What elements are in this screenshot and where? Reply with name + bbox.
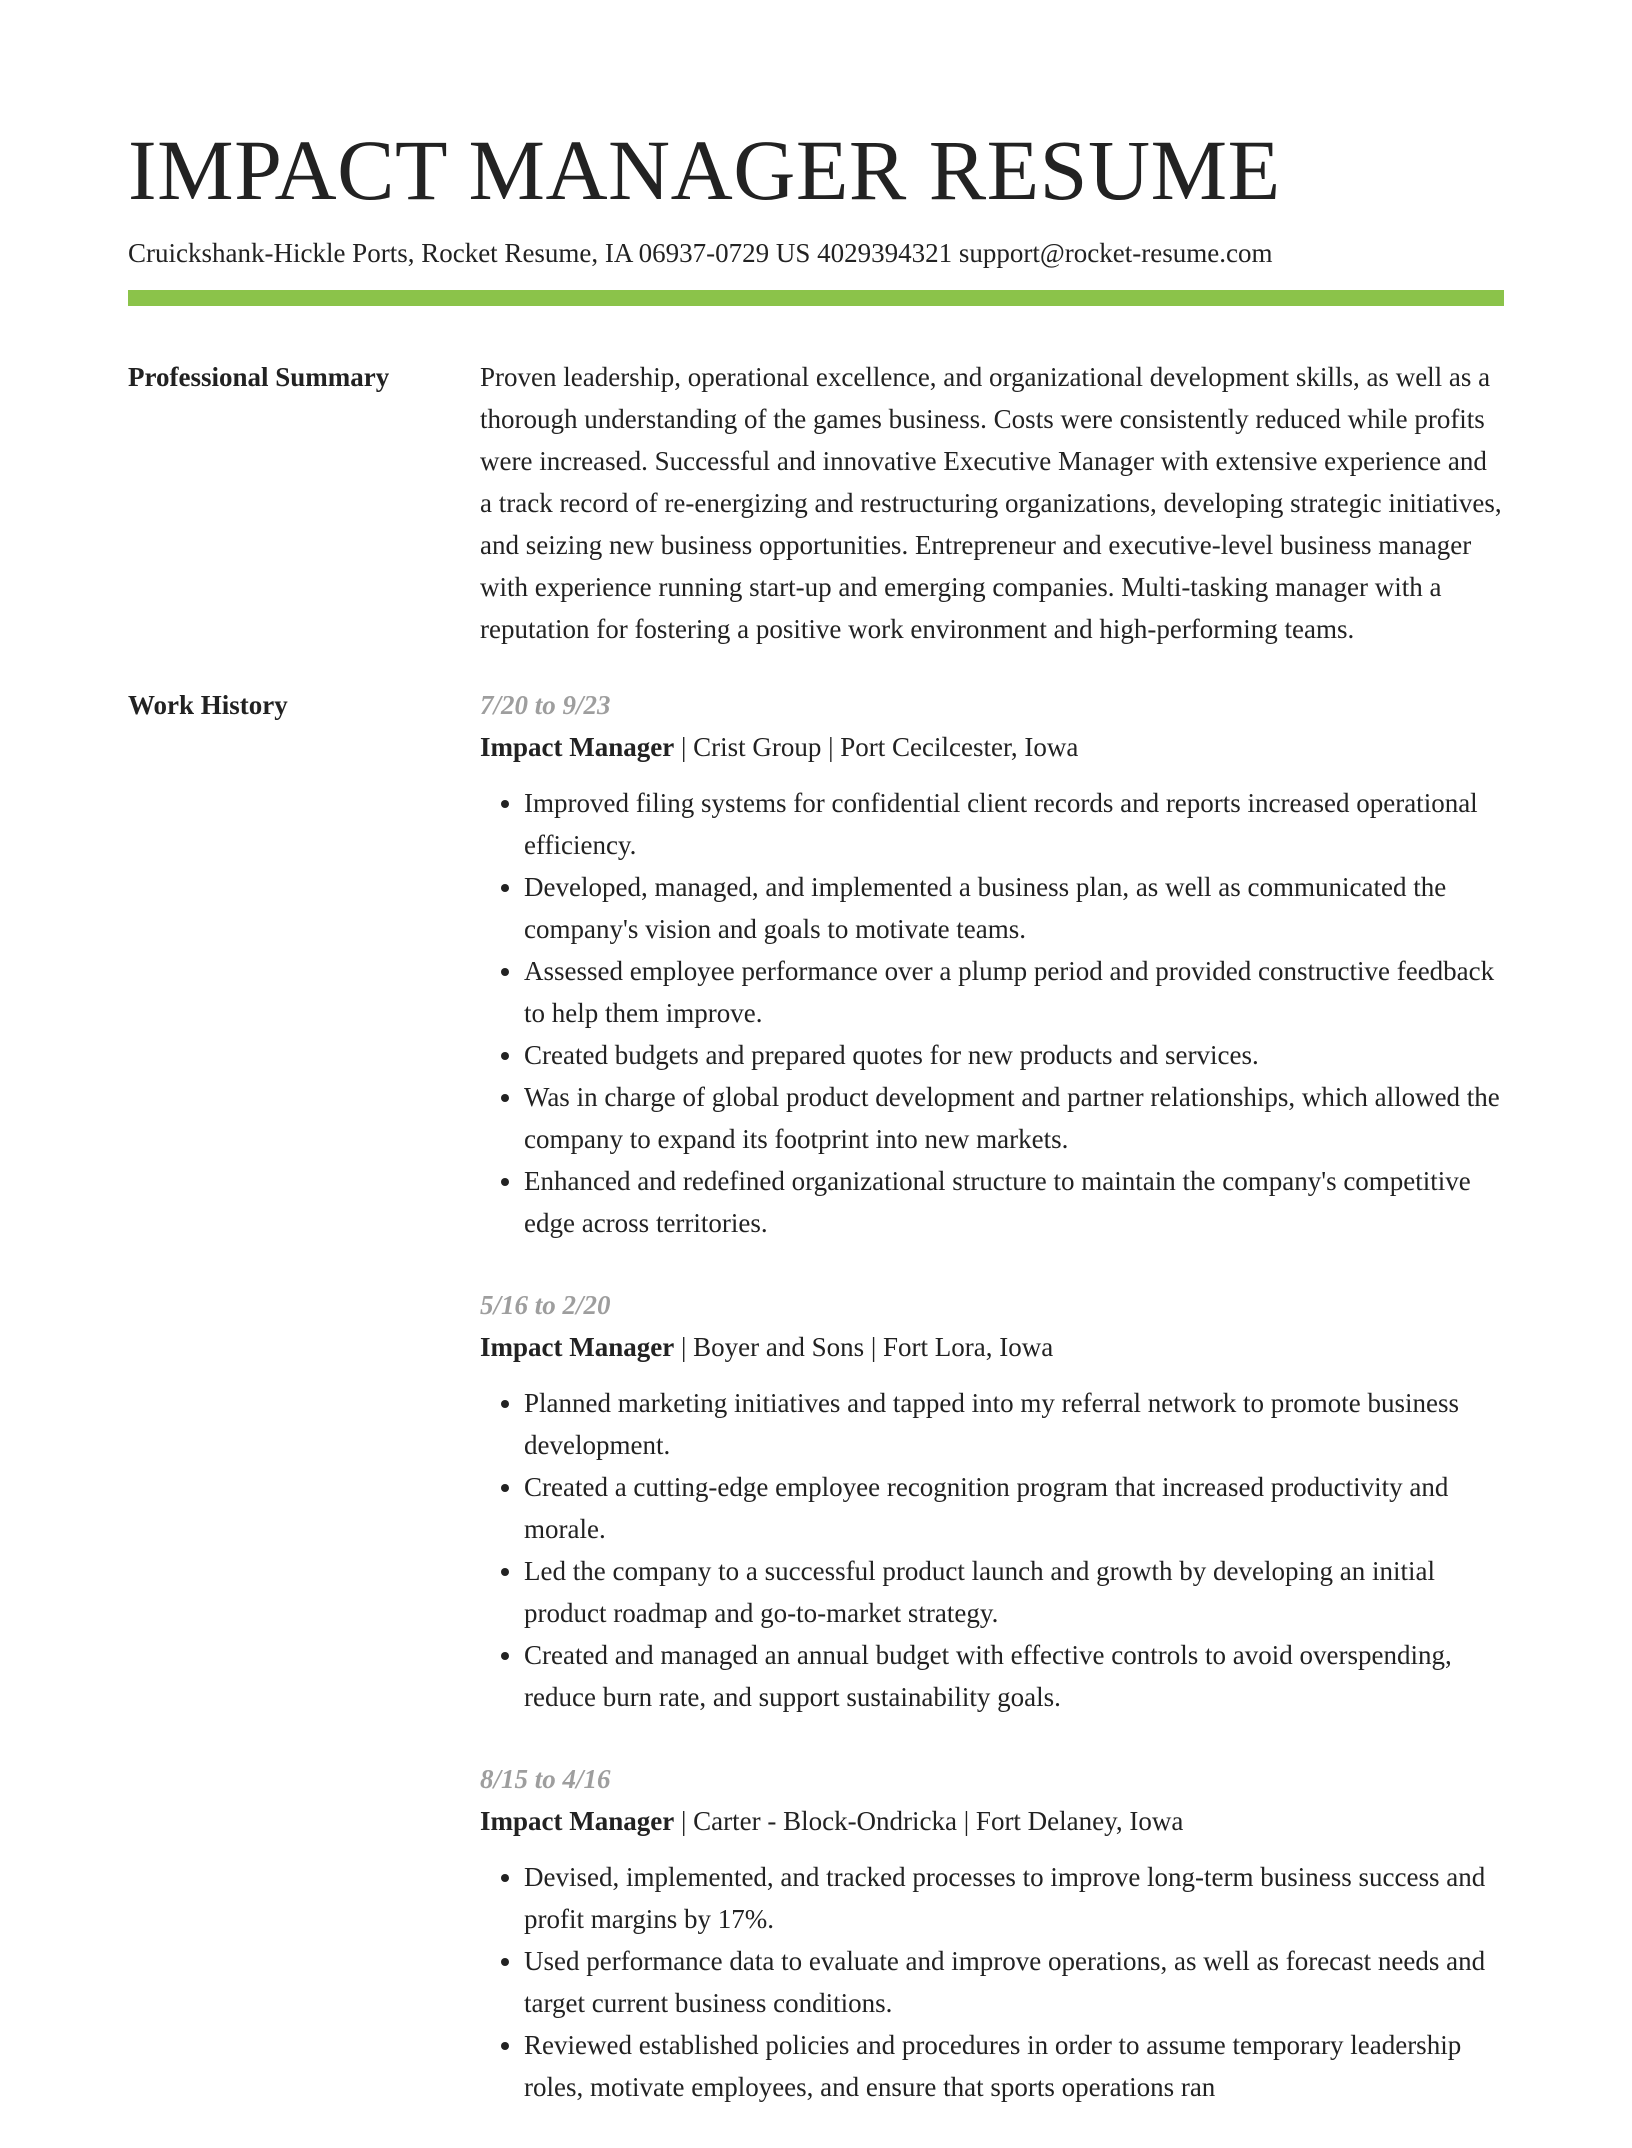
job-title: Impact Manager xyxy=(480,1806,675,1836)
job-bullet: • Reviewed established policies and procedures in order to assume temporary leadership roles, motivate employees, and ensure that sports operations ran xyxy=(524,2024,1504,2108)
job-bullet: • Used performance data to evaluate and improve operations, as well as forecast needs and target current business conditions. xyxy=(524,1940,1504,2024)
job-title: Impact Manager xyxy=(480,732,675,762)
work-history-label: Work History xyxy=(128,690,288,720)
professional-summary-text: Proven leadership, operational excellence, and organizational development skills, as well as a thorough understanding of the games business. Costs were consistently reduced while profits were increased. Successful and innovative Executive Manager with extensive experience and a track record of re-energizing and restructuring organizations, developing strategic initiatives, and seizing new business opportunities. Entrepreneur and executive-level business manager with experience running start-up and emerging companies. Multi-tasking manager with a reputation for fostering a positive work environment and high-performing teams. xyxy=(480,362,1502,644)
job-bullet: • Devised, implemented, and tracked processes to improve long-term business success and profit margins by 17%. xyxy=(524,1856,1504,1940)
resume-page xyxy=(128,120,1504,2148)
job-entry xyxy=(480,1284,1504,1718)
job-bullet: • Enhanced and redefined organizational structure to maintain the company's competitive edge across territories. xyxy=(524,1160,1504,1244)
job-dates: 5/16 to 2/20 xyxy=(480,1290,611,1320)
job-entry xyxy=(480,684,1504,1244)
job-bullet: • Planned marketing initiatives and tapped into my referral network to promote business development. xyxy=(524,1382,1504,1466)
job-bullet: • Created and managed an annual budget with effective controls to avoid overspending, reduce burn rate, and support sustainability goals. xyxy=(524,1634,1504,1718)
job-dates: 7/20 to 9/23 xyxy=(480,690,611,720)
resume-title: IMPACT MANAGER RESUME xyxy=(128,122,1281,218)
job-bullet-list xyxy=(480,782,1504,1244)
job-heading xyxy=(480,1326,1504,1368)
job-heading xyxy=(480,1800,1504,1842)
job-bullet: • Assessed employee performance over a plump period and provided constructive feedback to help them improve. xyxy=(524,950,1504,1034)
job-dates: 8/15 to 4/16 xyxy=(480,1764,611,1794)
contact-line: Cruickshank-Hickle Ports, Rocket Resume, IA 06937-0729 US 4029394321 support@rocket-resume.com xyxy=(128,238,1273,268)
professional-summary-section xyxy=(128,356,1504,650)
header-divider xyxy=(128,290,1504,306)
professional-summary-label: Professional Summary xyxy=(128,362,390,392)
job-bullet: • Improved filing systems for confidential client records and reports increased operational efficiency. xyxy=(524,782,1504,866)
job-heading xyxy=(480,726,1504,768)
professional-summary-body xyxy=(480,356,1504,650)
job-bullet: • Created a cutting-edge employee recognition program that increased productivity and morale. xyxy=(524,1466,1504,1550)
job-bullet-list xyxy=(480,1382,1504,1718)
job-bullet-list xyxy=(480,1856,1504,2108)
job-bullet: • Created budgets and prepared quotes for new products and services. xyxy=(524,1034,1504,1076)
job-details: | Boyer and Sons | Fort Lora, Iowa xyxy=(674,1332,1054,1362)
job-title: Impact Manager xyxy=(480,1332,675,1362)
work-history-body xyxy=(480,684,1504,2148)
job-details: | Crist Group | Port Cecilcester, Iowa xyxy=(674,732,1079,762)
job-details: | Carter - Block-Ondricka | Fort Delaney, Iowa xyxy=(674,1806,1184,1836)
work-history-section xyxy=(128,684,1504,2148)
job-entry xyxy=(480,1758,1504,2108)
job-bullet: • Led the company to a successful product launch and growth by developing an initial product roadmap and go-to-market strategy. xyxy=(524,1550,1504,1634)
job-bullet: • Developed, managed, and implemented a business plan, as well as communicated the company's vision and goals to motivate teams. xyxy=(524,866,1504,950)
job-bullet: • Was in charge of global product development and partner relationships, which allowed the company to expand its footprint into new markets. xyxy=(524,1076,1504,1160)
